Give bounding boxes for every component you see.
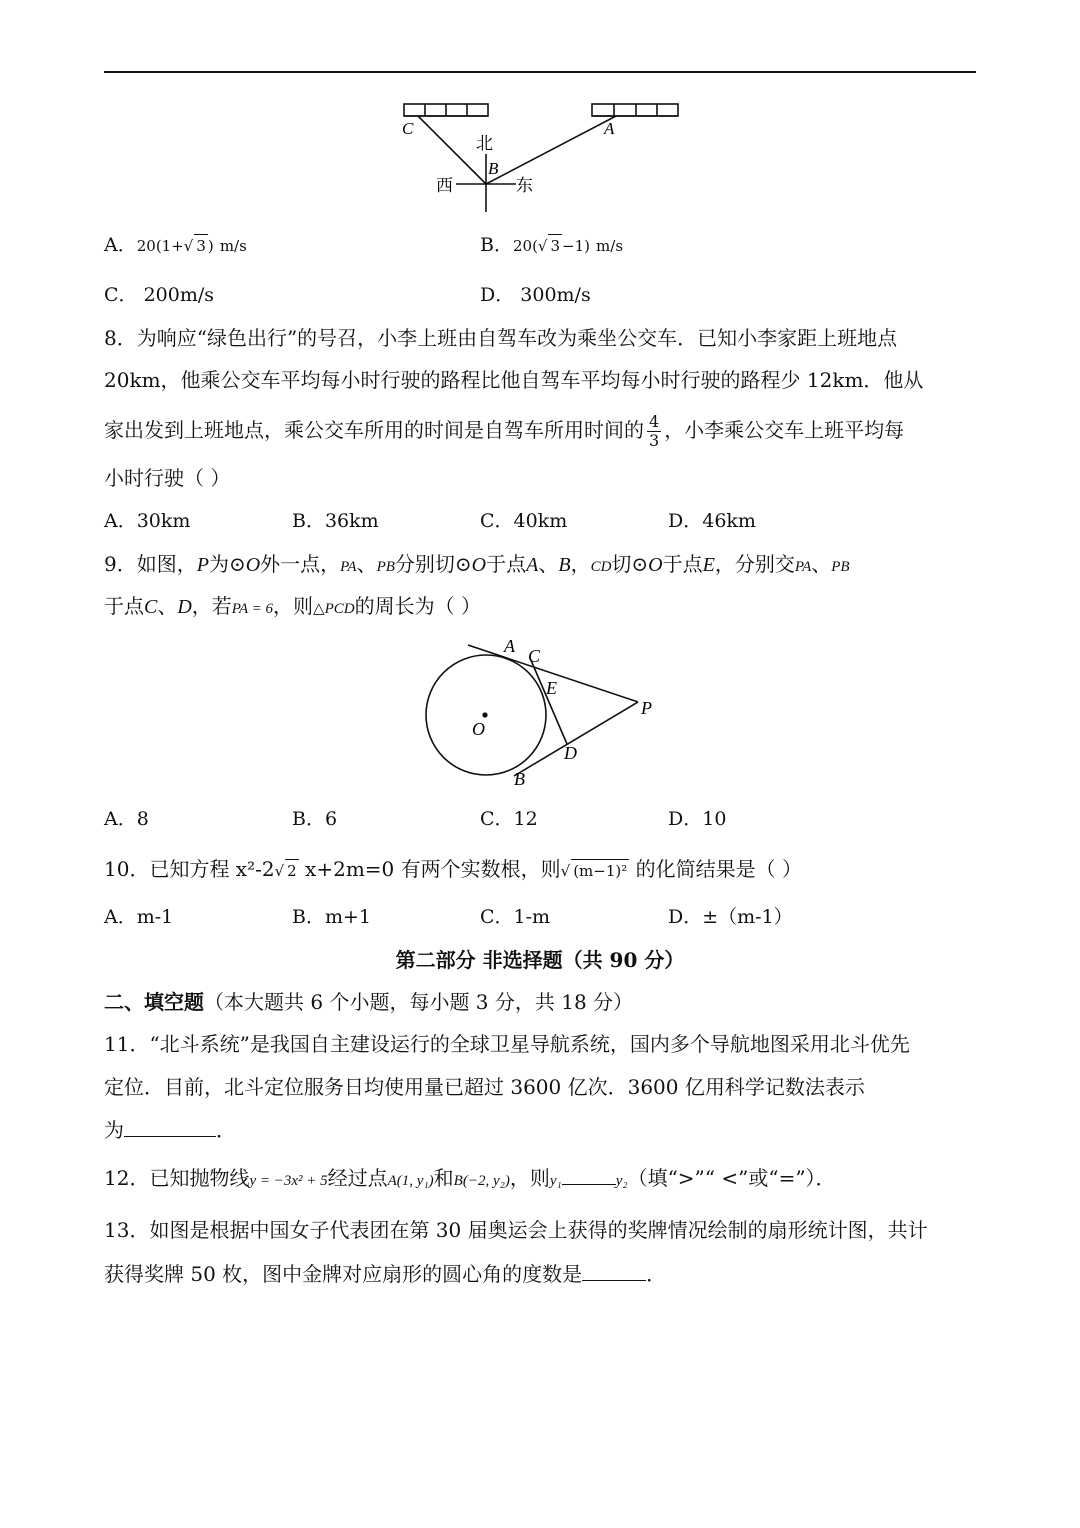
fraction-4-3: $\frac{4}{3}$ xyxy=(649,412,660,450)
q9-option-c: C．12 xyxy=(480,808,538,830)
q11-line-1: 11．“北斗系统”是我国自主建设运行的全球卫星导航系统，国内多个导航地图采用北斗优先 xyxy=(104,1032,910,1056)
q10-option-a: A．m-1 xyxy=(104,906,174,928)
label-east: 东 xyxy=(516,176,533,196)
q13-line-1: 13．如图是根据中国女子代表团在第 30 届奥运会上获得的奖牌情况绘制的扇形统计图，共计 xyxy=(104,1218,928,1242)
label-d: D xyxy=(564,743,577,763)
center-dot xyxy=(482,712,487,717)
q7-option-b: B．20(√ 3 −1) m/s xyxy=(480,234,624,256)
q8-option-c: C．40km xyxy=(480,510,568,532)
q12-answer-blank[interactable] xyxy=(562,1164,616,1185)
header-rule xyxy=(104,71,976,73)
label-c: C xyxy=(528,646,541,666)
section2-header: 二、填空题（本大题共 6 个小题，每小题 3 分，共 18 分） xyxy=(104,990,634,1014)
q13-line-2: 获得奖牌 50 枚，图中金牌对应扇形的圆心角的度数是 ． xyxy=(104,1262,667,1286)
q8-line-3: 家出发到上班地点，乘公交车所用的时间是自驾车所用时间的 $\frac{4}{3}$ ，小李乘公交车上班平均每 xyxy=(104,412,905,450)
q10-option-d: D．±（m-1） xyxy=(668,906,793,928)
q9-line-1: 9．如图，P为⊙O外一点，PA、PB分别切⊙O于点A、B，CD切⊙O于点E，分别交PA、PB xyxy=(104,552,850,576)
q13-answer-blank[interactable] xyxy=(582,1260,646,1281)
tangent-pb xyxy=(514,702,638,776)
label-b: B xyxy=(514,769,525,789)
q10-stem: 10．已知方程 x²-2√ 2 x+2m=0 有两个实数根，则√ (m−1)² 的化简结果是（ ） xyxy=(104,857,802,881)
q7-option-a: A．20(1+√ 3 ) m/s xyxy=(104,234,247,256)
label-west: 西 xyxy=(436,176,453,196)
label-o: O xyxy=(472,719,485,739)
q9-option-d: D．10 xyxy=(668,808,727,830)
q8-option-b: B．36km xyxy=(292,510,379,532)
q8-option-a: A．30km xyxy=(104,510,191,532)
compass-figure xyxy=(394,98,694,216)
label-c: C xyxy=(402,119,414,138)
label-a: A xyxy=(604,119,615,138)
q9-line-2: 于点C、D，若PA = 6，则△PCD的周长为（ ） xyxy=(104,594,481,618)
q8-line-2: 20km，他乘公交车平均每小时行驶的路程比他自驾车平均每小时行驶的路程少 12km．他从 xyxy=(104,368,924,392)
q10-option-c: C．1-m xyxy=(480,906,551,928)
q11-answer-blank[interactable] xyxy=(124,1116,216,1137)
line-ba xyxy=(486,116,616,184)
label-b: B xyxy=(488,159,499,178)
q8-option-d: D．46km xyxy=(668,510,756,532)
part2-title: 第二部分 非选择题（共 90 分） xyxy=(395,948,685,972)
q8-line-1: 8．为响应“绿色出行”的号召，小李上班由自驾车改为乘坐公交车．已知小李家距上班地点 xyxy=(104,326,898,350)
label-e: E xyxy=(546,678,557,698)
label-north: 北 xyxy=(476,134,493,154)
q9-option-a: A．8 xyxy=(104,808,149,830)
label-a: A xyxy=(504,636,515,656)
q9-option-b: B．6 xyxy=(292,808,338,830)
tangent-cd xyxy=(530,658,567,744)
circle-tangent-figure xyxy=(420,632,670,796)
label-p: P xyxy=(641,698,652,718)
q11-line-3: 为 ． xyxy=(104,1118,236,1142)
q7-option-d: D． 300m/s xyxy=(480,284,591,306)
q12-stem: 12．已知抛物线y = −3x² + 5经过点A(1, y₁)和B(−2, y₂)，则y₁ y₂（填“>”“ <”或“=”）． xyxy=(104,1166,836,1190)
q10-option-b: B．m+1 xyxy=(292,906,371,928)
q8-line-4: 小时行驶（ ） xyxy=(104,466,231,490)
q11-line-2: 定位．目前，北斗定位服务日均使用量已超过 3600 亿次．3600 亿用科学记数法表示 xyxy=(104,1075,865,1099)
q7-option-c: C． 200m/s xyxy=(104,284,215,306)
right-bar xyxy=(592,104,678,116)
